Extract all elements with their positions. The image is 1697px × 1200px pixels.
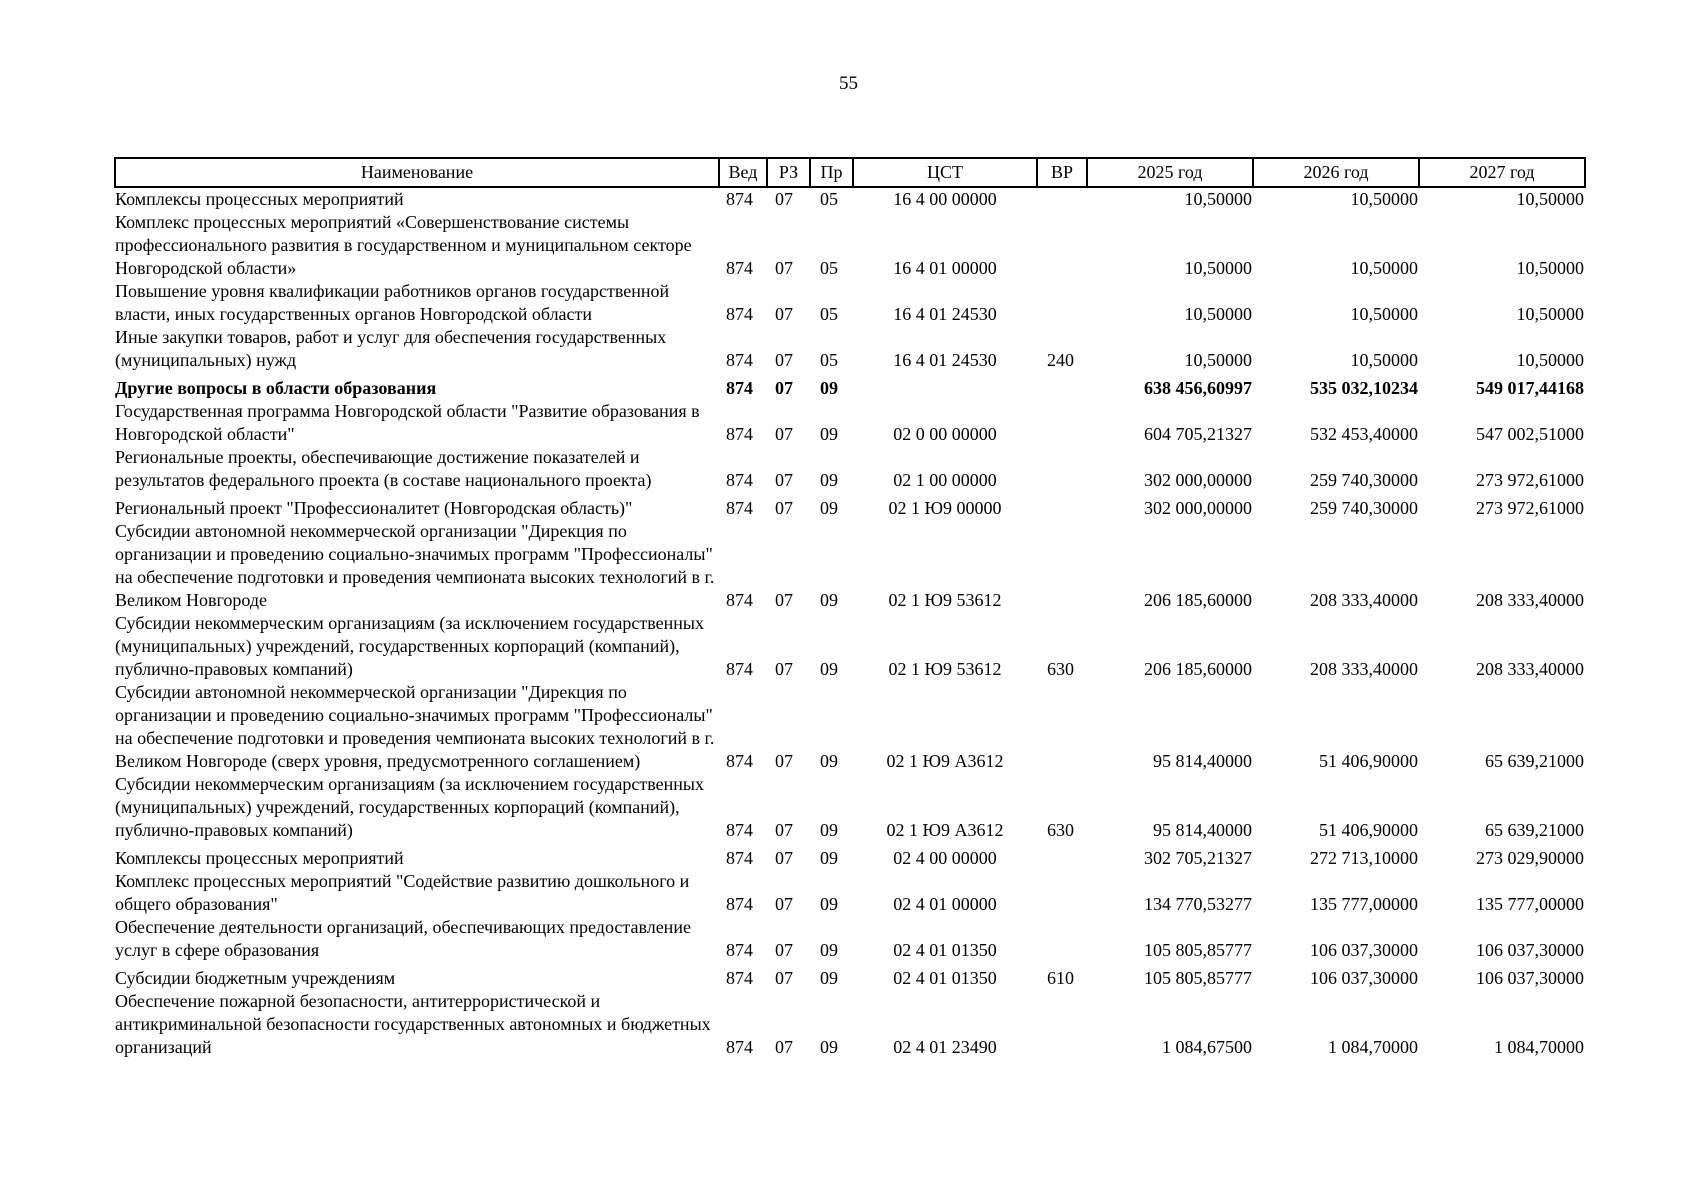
cell-2025: 10,50000 — [1184, 304, 1252, 324]
cell-pr: 09 — [820, 659, 838, 679]
cell-2025: 95 814,40000 — [1153, 820, 1252, 840]
cell-rz: 07 — [775, 424, 793, 444]
cell-2027: 273 972,61000 — [1476, 470, 1584, 490]
cell-ved: 874 — [726, 590, 753, 610]
cell-cst: 02 1 Ю9 53612 — [888, 659, 1002, 679]
cell-cst: 02 1 Ю9 А3612 — [886, 820, 1004, 840]
cell-2027: 208 333,40000 — [1476, 659, 1584, 679]
table-row — [115, 842, 1585, 870]
cell-rz: 07 — [775, 258, 793, 278]
cell-vr: 630 — [1047, 659, 1074, 679]
cell-name: Комплекс процессных мероприятий "Содействие развитию дошкольного и общего образования" — [115, 871, 690, 914]
cell-name: Повышение уровня квалификации работников органов государственной власти, иных государственных органов Новгородской области — [115, 281, 670, 324]
cell-2025: 10,50000 — [1184, 350, 1252, 370]
table-row — [115, 372, 1585, 400]
cell-cst: 02 1 Ю9 53612 — [888, 590, 1002, 610]
table-row — [115, 280, 1585, 326]
cell-name: Субсидии автономной некоммерческой организации "Дирекция по организации и проведению социально-значимых программ "Профессионалы" на обеспечение подготовки и проведения чемпионата высоких технологий в г. Великом Новгороде (сверх уровня, предусмотренного соглашением) — [115, 682, 715, 771]
cell-ved: 874 — [726, 189, 753, 209]
cell-2027: 10,50000 — [1516, 304, 1584, 324]
cell-rz: 07 — [775, 378, 793, 398]
cell-vr — [1037, 990, 1087, 1059]
cell-vr — [1037, 372, 1087, 400]
cell-cst: 02 4 01 23490 — [893, 1037, 997, 1057]
cell-2026: 106 037,30000 — [1310, 968, 1418, 988]
cell-ved: 874 — [726, 258, 753, 278]
cell-ved: 874 — [726, 659, 753, 679]
cell-pr: 09 — [820, 940, 838, 960]
cell-2026: 259 740,30000 — [1310, 498, 1418, 518]
cell-pr: 05 — [820, 189, 838, 209]
cell-ved: 874 — [726, 350, 753, 370]
cell-2026: 135 777,00000 — [1310, 894, 1418, 914]
cell-rz: 07 — [775, 304, 793, 324]
cell-vr — [1037, 446, 1087, 492]
table-row — [115, 870, 1585, 916]
cell-cst: 02 4 00 00000 — [893, 848, 997, 868]
table-row — [115, 492, 1585, 520]
cell-2026: 51 406,90000 — [1319, 820, 1418, 840]
cell-2027: 547 002,51000 — [1476, 424, 1584, 444]
cell-pr: 09 — [820, 498, 838, 518]
page-number: 55 — [839, 73, 858, 94]
cell-vr — [1037, 211, 1087, 280]
cell-vr — [1037, 400, 1087, 446]
cell-2027: 106 037,30000 — [1476, 968, 1584, 988]
cell-name: Иные закупки товаров, работ и услуг для обеспечения государственных (муниципальных) нужд — [115, 327, 667, 370]
cell-2025: 105 805,85777 — [1144, 968, 1252, 988]
cell-name: Субсидии некоммерческим организациям (за исключением государственных (муниципальных) учреждений, государственных корпораций (компаний), публично-правовых компаний) — [115, 613, 705, 679]
table-row — [115, 446, 1585, 492]
cell-2026: 10,50000 — [1350, 350, 1418, 370]
header-2026: 2026 год — [1253, 158, 1419, 187]
cell-rz: 07 — [775, 1037, 793, 1057]
cell-pr: 09 — [820, 968, 838, 988]
cell-2025: 638 456,60997 — [1144, 378, 1252, 398]
cell-2026: 532 453,40000 — [1310, 424, 1418, 444]
cell-cst: 02 1 Ю9 00000 — [888, 498, 1002, 518]
cell-ved: 874 — [726, 751, 753, 771]
cell-cst: 16 4 01 24530 — [893, 350, 997, 370]
header-cst: ЦСТ — [853, 158, 1037, 187]
header-vr: ВР — [1037, 158, 1087, 187]
cell-name: Региональные проекты, обеспечивающие достижение показателей и результатов федерального проекта (в составе национального проекта) — [115, 447, 652, 490]
cell-vr — [1037, 492, 1087, 520]
cell-cst: 02 4 01 01350 — [893, 940, 997, 960]
cell-rz: 07 — [775, 820, 793, 840]
cell-2025: 302 705,21327 — [1144, 848, 1252, 868]
cell-2027: 65 639,21000 — [1485, 820, 1584, 840]
cell-vr: 240 — [1047, 350, 1074, 370]
cell-2025: 206 185,60000 — [1144, 590, 1252, 610]
table-row — [115, 612, 1585, 681]
cell-2026: 259 740,30000 — [1310, 470, 1418, 490]
cell-ved: 874 — [726, 378, 753, 398]
cell-pr: 09 — [820, 590, 838, 610]
table-row — [115, 326, 1585, 372]
cell-name: Государственная программа Новгородской области "Развитие образования в Новгородской области" — [115, 401, 700, 444]
cell-2025: 604 705,21327 — [1144, 424, 1252, 444]
cell-vr — [1037, 842, 1087, 870]
header-pr: Пр — [810, 158, 853, 187]
cell-ved: 874 — [726, 424, 753, 444]
cell-pr: 09 — [820, 1037, 838, 1057]
cell-vr — [1037, 187, 1087, 211]
cell-2026: 272 713,10000 — [1310, 848, 1418, 868]
cell-name: Комплекс процессных мероприятий «Совершенствование системы профессионального развития в государственном и муниципальном секторе Новгородской области» — [115, 212, 692, 278]
cell-pr: 09 — [820, 848, 838, 868]
cell-ved: 874 — [726, 894, 753, 914]
cell-2025: 10,50000 — [1184, 258, 1252, 278]
cell-pr: 09 — [820, 751, 838, 771]
cell-ved: 874 — [726, 820, 753, 840]
cell-pr: 09 — [820, 820, 838, 840]
cell-pr: 09 — [820, 894, 838, 914]
table-row — [115, 990, 1585, 1059]
cell-rz: 07 — [775, 189, 793, 209]
cell-2025: 206 185,60000 — [1144, 659, 1252, 679]
cell-pr: 05 — [820, 350, 838, 370]
cell-2025: 95 814,40000 — [1153, 751, 1252, 771]
cell-2027: 208 333,40000 — [1476, 590, 1584, 610]
cell-rz: 07 — [775, 940, 793, 960]
cell-name: Комплексы процессных мероприятий — [115, 189, 404, 209]
header-2027: 2027 год — [1419, 158, 1585, 187]
cell-rz: 07 — [775, 659, 793, 679]
cell-name: Обеспечение деятельности организаций, обеспечивающих предоставление услуг в сфере образования — [115, 917, 691, 960]
table-row — [115, 681, 1585, 773]
cell-2026: 51 406,90000 — [1319, 751, 1418, 771]
cell-2026: 10,50000 — [1350, 304, 1418, 324]
cell-rz: 07 — [775, 751, 793, 771]
cell-rz: 07 — [775, 894, 793, 914]
cell-rz: 07 — [775, 848, 793, 868]
cell-name: Субсидии бюджетным учреждениям — [115, 968, 396, 988]
cell-2026: 208 333,40000 — [1310, 659, 1418, 679]
budget-table — [114, 157, 1586, 1059]
cell-cst: 02 4 01 01350 — [893, 968, 997, 988]
cell-name: Обеспечение пожарной безопасности, антитеррористической и антикриминальной безопасности государственных автономных и бюджетных организаций — [115, 991, 711, 1057]
cell-2027: 10,50000 — [1516, 189, 1584, 209]
table-row — [115, 916, 1585, 962]
cell-rz: 07 — [775, 350, 793, 370]
cell-rz: 07 — [775, 590, 793, 610]
cell-2026: 1 084,70000 — [1328, 1037, 1418, 1057]
cell-name: Субсидии некоммерческим организациям (за исключением государственных (муниципальных) учреждений, государственных корпораций (компаний), публично-правовых компаний) — [115, 774, 705, 840]
header-2025: 2025 год — [1087, 158, 1253, 187]
cell-pr: 09 — [820, 424, 838, 444]
cell-ved: 874 — [726, 940, 753, 960]
cell-name: Комплексы процессных мероприятий — [115, 848, 404, 868]
cell-2027: 65 639,21000 — [1485, 751, 1584, 771]
cell-2025: 105 805,85777 — [1144, 940, 1252, 960]
cell-name: Субсидии автономной некоммерческой организации "Дирекция по организации и проведению социально-значимых программ "Профессионалы" на обеспечение подготовки и проведения чемпионата высоких технологий в г. Великом Новгороде — [115, 521, 715, 610]
cell-2026: 106 037,30000 — [1310, 940, 1418, 960]
cell-pr: 09 — [820, 378, 838, 398]
cell-2027: 135 777,00000 — [1476, 894, 1584, 914]
cell-2025: 1 084,67500 — [1162, 1037, 1252, 1057]
cell-cst: 16 4 00 00000 — [893, 189, 997, 209]
cell-2025: 302 000,00000 — [1144, 498, 1252, 518]
cell-vr — [1037, 870, 1087, 916]
cell-2027: 549 017,44168 — [1476, 378, 1584, 398]
cell-2027: 1 084,70000 — [1494, 1037, 1584, 1057]
header-name: Наименование — [115, 158, 719, 187]
table-row — [115, 520, 1585, 612]
cell-ved: 874 — [726, 498, 753, 518]
cell-vr — [1037, 520, 1087, 612]
cell-cst: 16 4 01 00000 — [893, 258, 997, 278]
table-row — [115, 187, 1585, 211]
cell-name: Региональный проект "Профессионалитет (Новгородская область)" — [115, 498, 633, 518]
header-rz: РЗ — [767, 158, 810, 187]
header-ved: Вед — [719, 158, 767, 187]
table-row — [115, 773, 1585, 842]
cell-vr: 610 — [1047, 968, 1074, 988]
cell-2025: 134 770,53277 — [1144, 894, 1252, 914]
cell-ved: 874 — [726, 1037, 753, 1057]
cell-2025: 10,50000 — [1184, 189, 1252, 209]
cell-ved: 874 — [726, 848, 753, 868]
table-body — [115, 187, 1585, 1059]
table-row — [115, 400, 1585, 446]
cell-rz: 07 — [775, 470, 793, 490]
cell-rz: 07 — [775, 968, 793, 988]
cell-2026: 535 032,10234 — [1310, 378, 1418, 398]
cell-cst: 02 1 Ю9 А3612 — [886, 751, 1004, 771]
cell-rz: 07 — [775, 498, 793, 518]
cell-pr: 05 — [820, 304, 838, 324]
cell-2025: 302 000,00000 — [1144, 470, 1252, 490]
cell-cst — [853, 372, 1037, 400]
cell-cst: 02 4 01 00000 — [893, 894, 997, 914]
cell-ved: 874 — [726, 470, 753, 490]
cell-name: Другие вопросы в области образования — [115, 378, 437, 398]
cell-ved: 874 — [726, 968, 753, 988]
cell-2026: 10,50000 — [1350, 258, 1418, 278]
cell-vr — [1037, 280, 1087, 326]
table-row — [115, 962, 1585, 990]
cell-ved: 874 — [726, 304, 753, 324]
cell-vr — [1037, 916, 1087, 962]
cell-cst: 02 1 00 00000 — [893, 470, 997, 490]
cell-2026: 10,50000 — [1350, 189, 1418, 209]
cell-2027: 10,50000 — [1516, 350, 1584, 370]
cell-2027: 273 029,90000 — [1476, 848, 1584, 868]
table-header — [115, 158, 1585, 187]
cell-2027: 273 972,61000 — [1476, 498, 1584, 518]
cell-vr — [1037, 681, 1087, 773]
cell-2027: 106 037,30000 — [1476, 940, 1584, 960]
cell-cst: 16 4 01 24530 — [893, 304, 997, 324]
cell-vr: 630 — [1047, 820, 1074, 840]
table-row — [115, 211, 1585, 280]
cell-2026: 208 333,40000 — [1310, 590, 1418, 610]
cell-pr: 05 — [820, 258, 838, 278]
cell-cst: 02 0 00 00000 — [893, 424, 997, 444]
cell-2027: 10,50000 — [1516, 258, 1584, 278]
cell-pr: 09 — [820, 470, 838, 490]
